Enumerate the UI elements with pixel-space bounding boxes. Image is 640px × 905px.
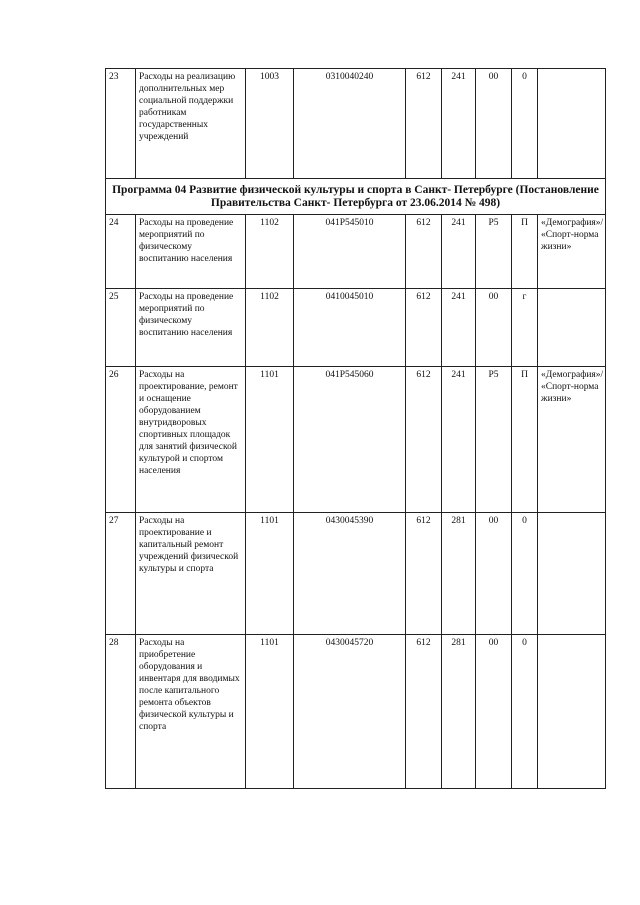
row-code1: P5 bbox=[476, 367, 512, 513]
row-number: 25 bbox=[106, 289, 136, 367]
table-row bbox=[106, 635, 606, 789]
row-vr: 612 bbox=[406, 215, 442, 289]
row-number: 26 bbox=[106, 367, 136, 513]
row-description: Расходы на приобретение оборудования и инвентаря для вводимых после капитального ремонта объектов физической культуры и спорта bbox=[136, 635, 246, 789]
table-row bbox=[106, 289, 606, 367]
table-row bbox=[106, 367, 606, 513]
row-target: 0310040240 bbox=[294, 69, 406, 179]
row-number: 24 bbox=[106, 215, 136, 289]
row-code1: 00 bbox=[476, 289, 512, 367]
row-note bbox=[538, 513, 606, 635]
row-code2: г bbox=[512, 289, 538, 367]
row-vr: 612 bbox=[406, 513, 442, 635]
row-number: 27 bbox=[106, 513, 136, 635]
row-note bbox=[538, 635, 606, 789]
row-target: 0430045720 bbox=[294, 635, 406, 789]
row-target: 041P545060 bbox=[294, 367, 406, 513]
row-target: 041P545010 bbox=[294, 215, 406, 289]
row-code1: 00 bbox=[476, 635, 512, 789]
row-note: «Демография»/ «Спорт-норма жизни» bbox=[538, 367, 606, 513]
row-vr: 612 bbox=[406, 367, 442, 513]
row-kosgu: 241 bbox=[442, 215, 476, 289]
row-kosgu: 281 bbox=[442, 635, 476, 789]
row-code1: P5 bbox=[476, 215, 512, 289]
table-row bbox=[106, 69, 606, 179]
row-number: 28 bbox=[106, 635, 136, 789]
row-kosgu: 241 bbox=[442, 69, 476, 179]
row-vr: 612 bbox=[406, 635, 442, 789]
row-code1: 00 bbox=[476, 69, 512, 179]
row-code2: П bbox=[512, 367, 538, 513]
row-section: 1102 bbox=[246, 215, 294, 289]
row-vr: 612 bbox=[406, 69, 442, 179]
row-description: Расходы на проектирование и капитальный ремонт учреждений физической культуры и спорта bbox=[136, 513, 246, 635]
program-heading-row bbox=[106, 179, 606, 215]
row-code2: 0 bbox=[512, 635, 538, 789]
program-heading: Программа 04 Развитие физической культуры и спорта в Санкт- Петербурге (Постановление Правительства Санкт- Петербурга от 23.06.2014 № 498) bbox=[106, 179, 606, 215]
row-description: Расходы на проектирование, ремонт и оснащение оборудованием внутридворовых спортивных площадок для занятий физической культурой и спортом населения bbox=[136, 367, 246, 513]
row-kosgu: 241 bbox=[442, 367, 476, 513]
row-code2: 0 bbox=[512, 513, 538, 635]
budget-table bbox=[105, 68, 606, 789]
row-code2: П bbox=[512, 215, 538, 289]
row-section: 1101 bbox=[246, 635, 294, 789]
row-note bbox=[538, 289, 606, 367]
row-code2: 0 bbox=[512, 69, 538, 179]
table-row bbox=[106, 215, 606, 289]
row-vr: 612 bbox=[406, 289, 442, 367]
row-description: Расходы на проведение мероприятий по физическому воспитанию населения bbox=[136, 289, 246, 367]
row-description: Расходы на проведение мероприятий по физическому воспитанию населения bbox=[136, 215, 246, 289]
row-target: 0410045010 bbox=[294, 289, 406, 367]
row-section: 1101 bbox=[246, 513, 294, 635]
row-description: Расходы на реализацию дополнительных мер социальной поддержки работникам государственных учреждений bbox=[136, 69, 246, 179]
row-note: «Демография»/ «Спорт-норма жизни» bbox=[538, 215, 606, 289]
row-section: 1003 bbox=[246, 69, 294, 179]
row-code1: 00 bbox=[476, 513, 512, 635]
row-kosgu: 281 bbox=[442, 513, 476, 635]
row-section: 1102 bbox=[246, 289, 294, 367]
row-number: 23 bbox=[106, 69, 136, 179]
row-kosgu: 241 bbox=[442, 289, 476, 367]
row-section: 1101 bbox=[246, 367, 294, 513]
row-note bbox=[538, 69, 606, 179]
table-row bbox=[106, 513, 606, 635]
row-target: 0430045390 bbox=[294, 513, 406, 635]
